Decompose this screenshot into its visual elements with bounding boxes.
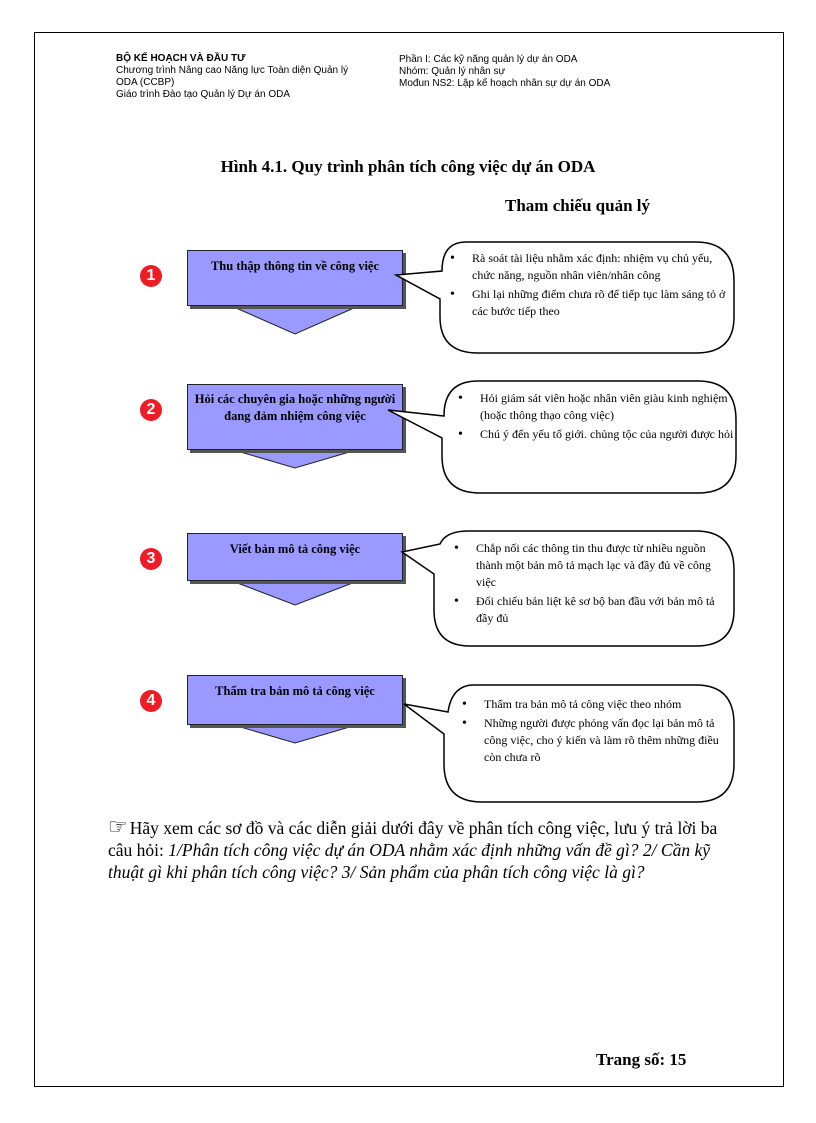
step-4-badge: 4 (140, 690, 162, 712)
step-3-callout (402, 530, 736, 648)
step-1-note-1: • Rà soát tài liệu nhằm xác định: nhiệm vụ chủ yếu, chức năng, nguồn nhân viên/nhân công (444, 250, 732, 284)
note-questions: 1/Phân tích công việc dự án ODA nhằm xác định những vấn đề gì? 2/ Cần kỹ thuật gì khi phân tích công việc? 3/ Sản phẩm của phân tích công việc là gì? (108, 840, 710, 882)
step-1-note-2: • Ghi lại những điểm chưa rõ để tiếp tục làm sáng tỏ ở các bước tiếp theo (444, 286, 732, 320)
header-part: Phần I: Các kỹ năng quản lý dự án ODA (399, 54, 578, 65)
header-right (399, 54, 729, 90)
header-program-line2: ODA (CCBP) (116, 77, 175, 88)
step-4-note-1: • Thẩm tra bản mô tả công việc theo nhóm (456, 696, 732, 713)
pointing-hand-icon: ☞ (108, 814, 128, 839)
step-2-badge: 2 (140, 399, 162, 421)
step-3-notes (448, 540, 732, 629)
step-4-label: Thẩm tra bản mô tả công việc (215, 684, 375, 698)
header-program-line1: Chương trình Nâng cao Năng lực Toàn diện Quản lý (116, 65, 349, 76)
header-course: Giáo trình Đào tạo Quản lý Dự án ODA (116, 89, 290, 100)
step-3-arrow (187, 533, 403, 607)
step-3-note-1: • Chắp nối các thông tin thu được từ nhiều nguồn thành một bản mô tả mạch lạc và đầy đủ về công việc (448, 540, 732, 591)
step-4-note-2: • Những người được phỏng vấn đọc lại bản mô tả công việc, cho ý kiến và làm rõ thêm những điều còn chưa rõ (456, 715, 732, 766)
step-1-arrow (187, 250, 403, 336)
page-number: Trang số: 15 (596, 1050, 687, 1069)
figure-title: Hình 4.1. Quy trình phân tích công việc dự án ODA (220, 157, 596, 176)
step-3-badge: 3 (140, 548, 162, 570)
step-1-badge: 1 (140, 265, 162, 287)
header-org: BỘ KẾ HOẠCH VÀ ĐẦU TƯ (116, 53, 246, 64)
instruction-note (108, 816, 718, 883)
step-1-callout (396, 241, 736, 355)
step-4-arrow (187, 675, 403, 745)
step-2-label: Hỏi các chuyên gia hoặc những người đang đảm nhiệm công việc (194, 392, 396, 423)
step-2-arrow (187, 384, 403, 470)
header-left (116, 53, 386, 101)
reference-title: Tham chiếu quản lý (505, 196, 651, 215)
step-4-notes (456, 696, 732, 768)
step-2-notes (452, 390, 734, 445)
step-2-note-2: • Chú ý đến yếu tố giới. chủng tộc của người được hỏi (452, 426, 734, 443)
note-intro: Hãy xem các sơ đồ và các diễn giải dưới đây về phân tích công việc, lưu ý trả lời ba câu hỏi: (108, 818, 718, 860)
header-module: Mođun NS2: Lập kế hoạch nhân sự dự án ODA (399, 78, 611, 89)
step-3-label: Viết bản mô tả công việc (229, 542, 361, 556)
step-2-callout (388, 380, 738, 495)
step-2-note-1: • Hỏi giám sát viên hoặc nhân viên giàu kinh nghiệm (hoặc thông thạo công việc) (452, 390, 734, 424)
step-1-notes (444, 250, 732, 322)
step-1-label: Thu thập thông tin về công việc (210, 259, 380, 273)
step-4-callout (404, 684, 736, 804)
header-group: Nhóm: Quản lý nhân sự (399, 66, 506, 77)
step-3-note-2: • Đối chiếu bản liệt kê sơ bộ ban đầu với bản mô tả đầy đủ (448, 593, 732, 627)
